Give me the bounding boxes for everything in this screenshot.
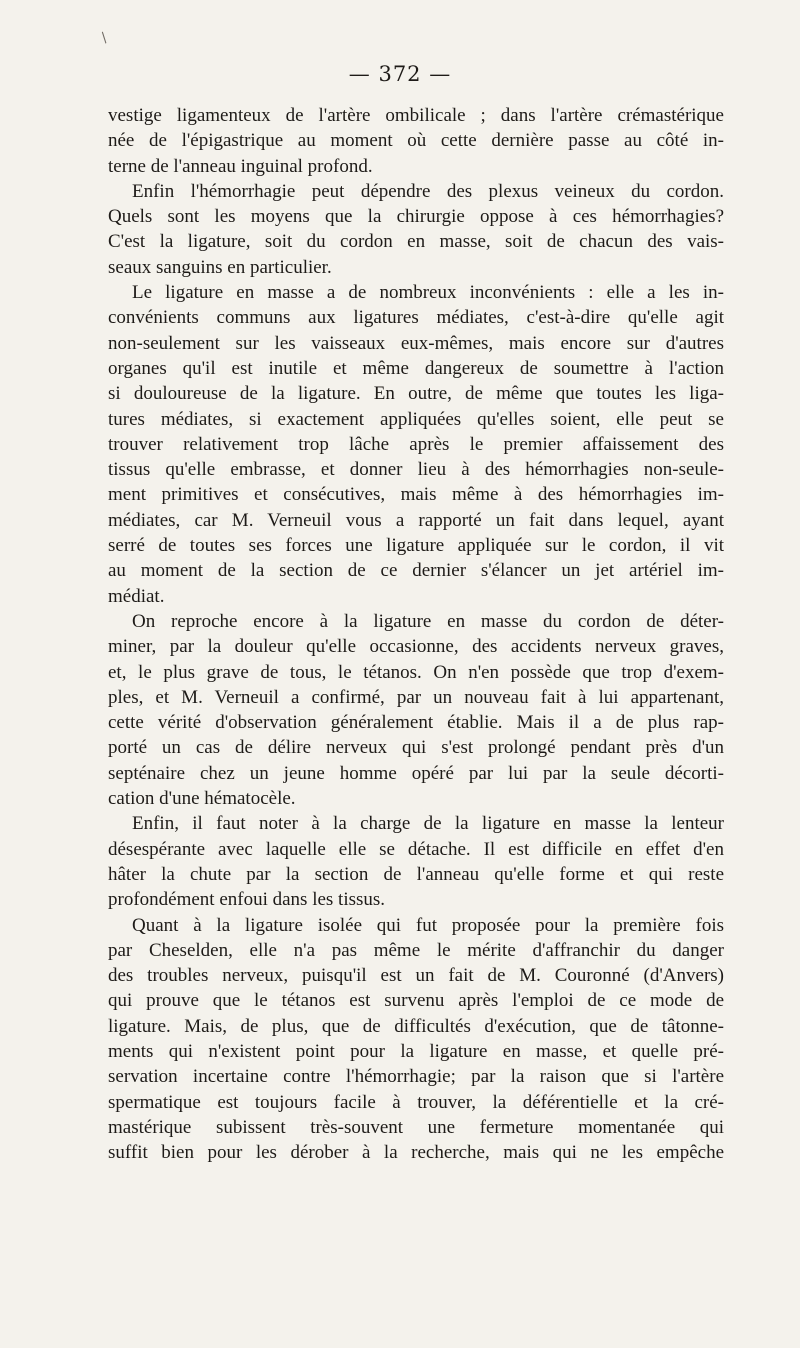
text-line: désespérante avec laquelle elle se détache. Il est difficile en effet d'en [108, 838, 724, 860]
text-line: hâter la chute par la section de l'anneau qu'elle forme et qui reste [108, 863, 724, 885]
text-line: cette vérité d'observation généralement établie. Mais il a de plus rap- [108, 712, 724, 734]
text-line: des troubles nerveux, puisqu'il est un fait de M. Couronné (d'Anvers) [108, 965, 724, 987]
text-line: Enfin, il faut noter à la charge de la ligature en masse la lenteur [132, 813, 724, 835]
text-line: septénaire chez un jeune homme opéré par lui par la seule décorti- [108, 762, 724, 784]
body-text [108, 103, 724, 1165]
text-line: terne de l'anneau inguinal profond. [108, 155, 373, 177]
text-line: seaux sanguins en particulier. [108, 256, 332, 278]
text-line: non-seulement sur les vaisseaux eux-mêmes, mais encore sur d'autres [108, 332, 724, 354]
text-line: tissus qu'elle embrasse, et donner lieu à des hémorrhagies non-seule- [108, 459, 724, 481]
text-line: vestige ligamenteux de l'artère ombilicale ; dans l'artère crémastérique [108, 105, 724, 126]
text-line: suffit bien pour les dérober à la recherche, mais qui ne les empêche [108, 1142, 724, 1164]
text-line: si douloureuse de la ligature. En outre, de même que toutes les liga- [108, 383, 724, 405]
text-line: née de l'épigastrique au moment où cette dernière passe au côté in- [108, 130, 724, 152]
text-line: Enfin l'hémorrhagie peut dépendre des plexus veineux du cordon. [132, 180, 724, 202]
text-line: cation d'une hématocèle. [108, 788, 296, 810]
text-line: ples, et M. Verneuil a confirmé, par un nouveau fait à lui appartenant, [108, 686, 724, 708]
text-line: servation incertaine contre l'hémorrhagie; par la raison que si l'artère [108, 1066, 724, 1088]
text-line: miner, par la douleur qu'elle occasionne, des accidents nerveux graves, [108, 636, 724, 658]
text-line: médiates, car M. Verneuil vous a rapporté un fait dans lequel, ayant [108, 509, 724, 531]
text-line: Quant à la ligature isolée qui fut proposée pour la première fois [132, 914, 724, 936]
text-line: par Cheselden, elle n'a pas même le mérite d'affranchir du danger [108, 939, 724, 961]
text-line: Le ligature en masse a de nombreux inconvénients : elle a les in- [132, 282, 724, 304]
text-line: organes qu'il est inutile et même dangereux de soumettre à l'action [108, 357, 724, 379]
text-line: tures médiates, si exactement appliquées qu'elles soient, elle peut se [108, 408, 724, 430]
text-line: trouver relativement trop lâche après le premier affaissement des [108, 433, 724, 455]
text-line: ligature. Mais, de plus, que de difficultés d'exécution, que de tâtonne- [108, 1015, 724, 1037]
text-line: mastérique subissent très-souvent une fermeture momentanée qui [108, 1116, 724, 1138]
text-line: ments qui n'existent point pour la ligature en masse, et quelle pré- [108, 1040, 724, 1062]
text-line: qui prouve que le tétanos est survenu après l'emploi de ce mode de [108, 990, 724, 1012]
text-line: porté un cas de délire nerveux qui s'est prolongé pendant près d'un [108, 737, 724, 759]
text-line: C'est la ligature, soit du cordon en masse, soit de chacun des vais- [108, 231, 724, 253]
text-line: On reproche encore à la ligature en masse du cordon de déter- [132, 610, 724, 632]
text-line: profondément enfoui dans les tissus. [108, 889, 386, 911]
text-line: convénients communs aux ligatures médiates, c'est-à-dire qu'elle agit [108, 307, 724, 329]
text-line: et, le plus grave de tous, le tétanos. On n'en possède que trop d'exem- [108, 661, 724, 683]
text-line: médiat. [108, 585, 165, 607]
stray-pen-mark: / [97, 30, 111, 46]
text-line: au moment de la section de ce dernier s'élancer un jet artériel im- [108, 560, 724, 582]
text-line: Quels sont les moyens que la chirurgie oppose à ces hémorrhagies? [108, 206, 724, 228]
text-line: serré de toutes ses forces une ligature appliquée sur le cordon, il vit [108, 535, 724, 557]
text-line: ment primitives et consécutives, mais même à des hémorrhagies im- [108, 484, 724, 506]
page-number: — 372 — [348, 62, 452, 86]
text-line: spermatique est toujours facile à trouver, la déférentielle et la cré- [108, 1091, 724, 1113]
